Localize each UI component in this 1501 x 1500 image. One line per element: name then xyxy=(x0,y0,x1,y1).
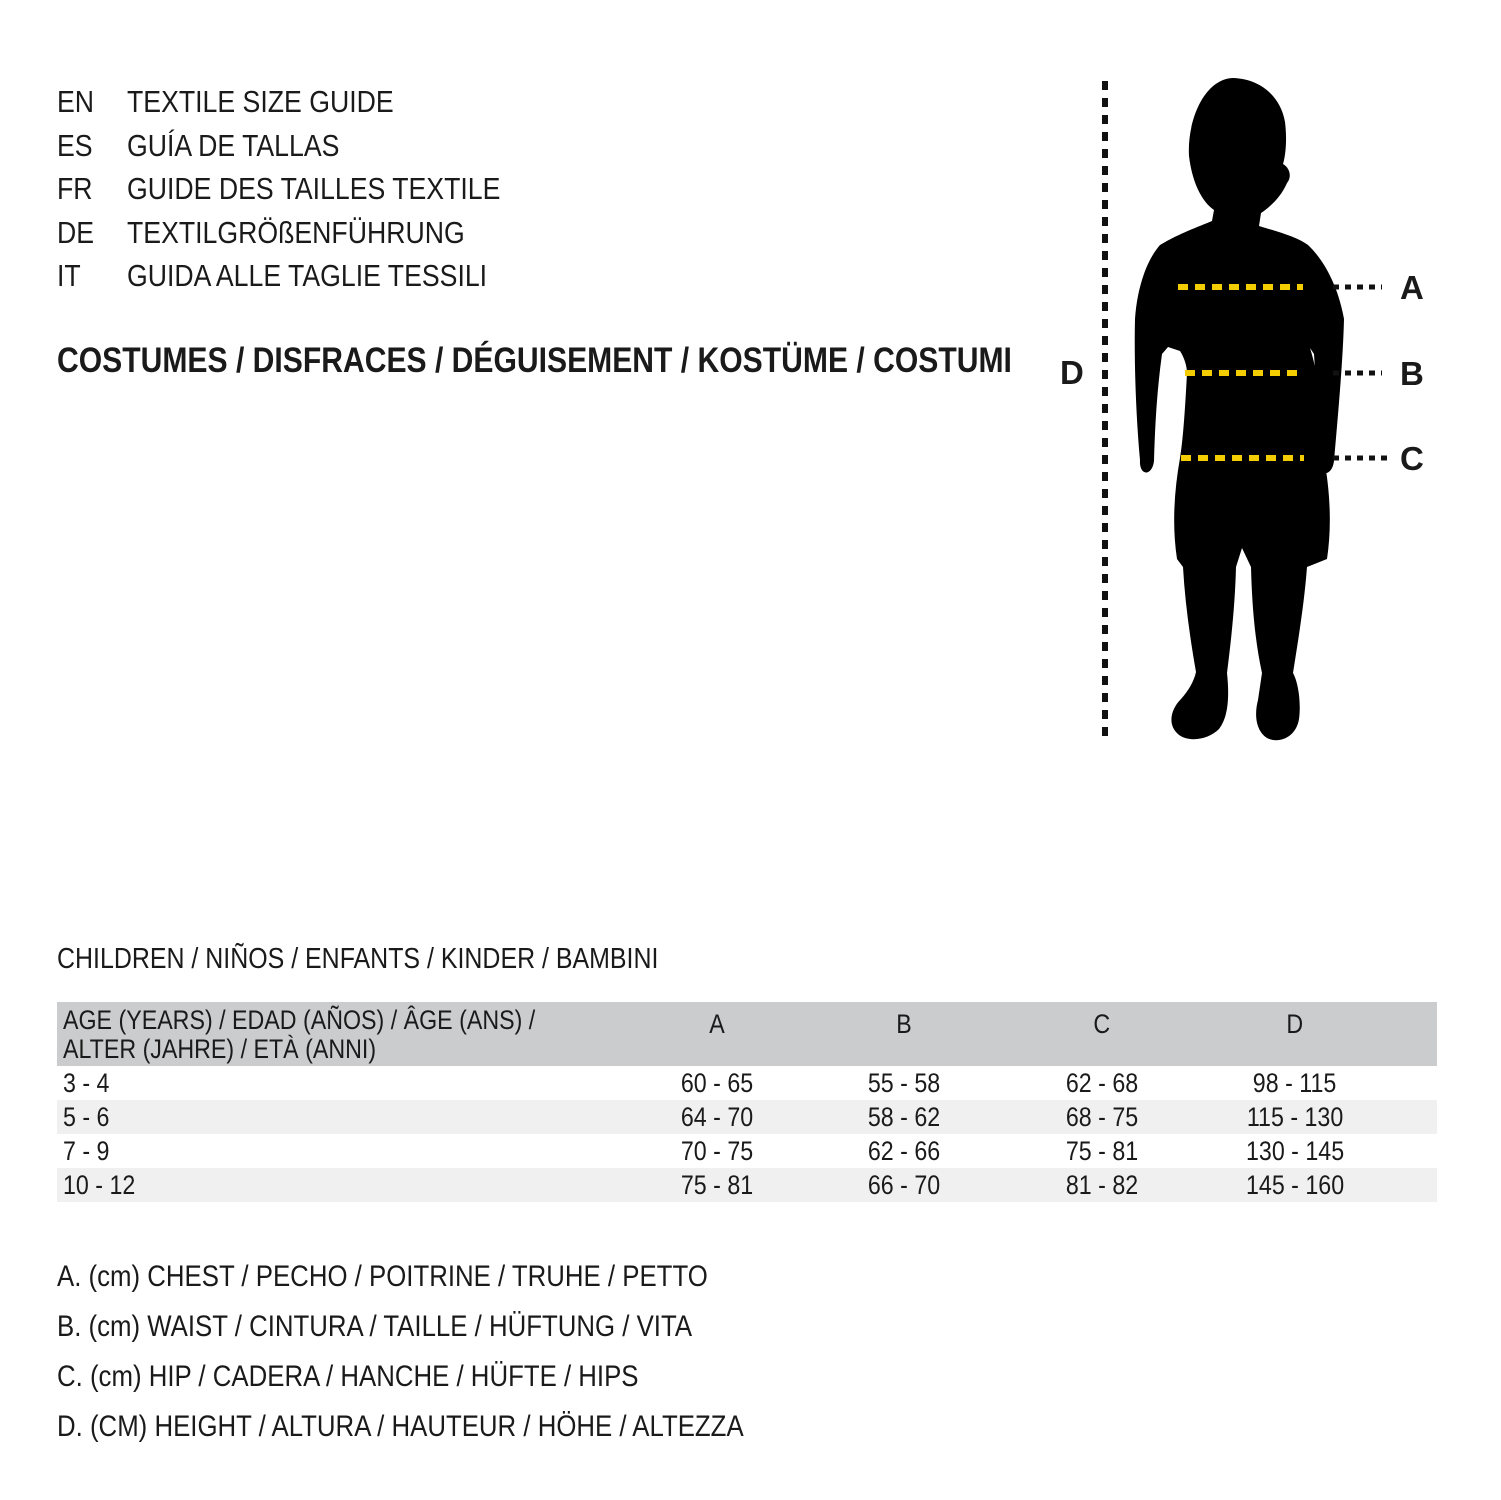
language-label-text: GUÍA DE TALLAS xyxy=(127,127,340,163)
measurement-legend xyxy=(57,1252,855,1452)
age-cell xyxy=(57,1068,630,1099)
column-header-d xyxy=(1200,1002,1390,1066)
language-label-text: GUIDA ALLE TAGLIE TESSILI xyxy=(127,258,488,293)
value-cell-c xyxy=(1004,1170,1200,1201)
value-text: 68 - 75 xyxy=(1065,1101,1139,1132)
language-code-text: IT xyxy=(57,258,81,293)
table-row xyxy=(57,1168,1437,1202)
value-cell-d xyxy=(1200,1102,1390,1133)
value-text: 60 - 65 xyxy=(680,1067,754,1098)
diagram-label-a: A xyxy=(1400,269,1424,306)
value-cell-b xyxy=(804,1068,1004,1099)
table-header-row xyxy=(57,1002,1437,1066)
value-cell-d xyxy=(1200,1136,1390,1167)
age-cell xyxy=(57,1102,630,1133)
language-code-text: ES xyxy=(57,127,93,163)
language-row xyxy=(57,167,561,211)
column-header-c xyxy=(1004,1002,1200,1066)
age-cell-text: 5 - 6 xyxy=(63,1101,110,1132)
table-row xyxy=(57,1134,1437,1168)
age-header-line2: ALTER (JAHRE) / ETÀ (ANNI) xyxy=(63,1034,377,1064)
language-code-text: FR xyxy=(57,171,93,206)
language-code-text: EN xyxy=(57,84,95,119)
diagram-label-b: B xyxy=(1400,355,1424,392)
language-label xyxy=(127,124,374,168)
value-cell-d xyxy=(1200,1170,1390,1201)
value-cell-a xyxy=(630,1102,804,1133)
column-header-c-text: C xyxy=(1093,1009,1111,1039)
legend-item-text: A. (cm) CHEST / PECHO / POITRINE / TRUHE / PETTO xyxy=(57,1260,708,1293)
language-row xyxy=(57,80,561,124)
value-cell-a xyxy=(630,1170,804,1201)
measurement-diagram xyxy=(1040,60,1460,760)
legend-item-text: B. (cm) WAIST / CINTURA / TAILLE / HÜFTUNG / VITA xyxy=(57,1310,693,1343)
language-code xyxy=(57,211,127,255)
column-header-b xyxy=(804,1002,1004,1066)
diagram-label-d: D xyxy=(1060,354,1084,391)
spacer-cell xyxy=(1390,1002,1437,1066)
value-text: 55 - 58 xyxy=(867,1067,941,1098)
table-title-text: CHILDREN / NIÑOS / ENFANTS / KINDER / BAMBINI xyxy=(57,943,659,975)
age-cell xyxy=(57,1136,630,1167)
value-cell-c xyxy=(1004,1136,1200,1167)
category-title-text: COSTUMES / DISFRACES / DÉGUISEMENT / KOSTÜME / COSTUMI xyxy=(57,341,1012,380)
category-title xyxy=(57,339,1167,383)
value-cell-c xyxy=(1004,1102,1200,1133)
value-cell-b xyxy=(804,1102,1004,1133)
legend-item-waist xyxy=(57,1302,855,1352)
value-text: 75 - 81 xyxy=(680,1169,754,1200)
value-text: 58 - 62 xyxy=(867,1101,941,1132)
legend-item-chest xyxy=(57,1252,855,1302)
language-label xyxy=(127,254,546,298)
language-title-list xyxy=(57,80,561,298)
table-row xyxy=(57,1100,1437,1134)
value-text: 70 - 75 xyxy=(680,1135,754,1166)
value-cell-a xyxy=(630,1136,804,1167)
value-cell-d xyxy=(1200,1068,1390,1099)
age-cell-text: 3 - 4 xyxy=(63,1067,110,1098)
diagram-label-c: C xyxy=(1400,440,1424,477)
value-text: 115 - 130 xyxy=(1246,1101,1344,1132)
legend-item-height xyxy=(57,1402,855,1452)
language-code xyxy=(57,80,127,124)
value-text: 62 - 68 xyxy=(1065,1067,1139,1098)
legend-item-hip xyxy=(57,1352,855,1402)
language-row xyxy=(57,254,561,298)
age-cell-text: 7 - 9 xyxy=(63,1135,110,1166)
value-text: 64 - 70 xyxy=(680,1101,754,1132)
value-cell-b xyxy=(804,1170,1004,1201)
value-cell-c xyxy=(1004,1068,1200,1099)
value-text: 98 - 115 xyxy=(1253,1067,1337,1098)
value-cell-a xyxy=(630,1068,804,1099)
language-code xyxy=(57,167,127,211)
language-code-text: DE xyxy=(57,214,95,250)
language-label-text: GUIDE DES TAILLES TEXTILE xyxy=(127,171,501,206)
language-row xyxy=(57,211,561,255)
language-code xyxy=(57,254,127,298)
column-header-b-text: B xyxy=(896,1009,912,1039)
value-text: 75 - 81 xyxy=(1065,1135,1139,1166)
value-text: 66 - 70 xyxy=(867,1169,941,1200)
language-row xyxy=(57,124,561,168)
value-cell-b xyxy=(804,1136,1004,1167)
language-label-text: TEXTILE SIZE GUIDE xyxy=(127,84,394,119)
column-header-d-text: D xyxy=(1286,1009,1304,1039)
size-table xyxy=(57,1002,1437,1202)
age-cell-text: 10 - 12 xyxy=(63,1169,136,1200)
language-label xyxy=(127,211,520,255)
age-column-header xyxy=(57,1002,630,1066)
child-silhouette xyxy=(1135,78,1344,740)
value-text: 81 - 82 xyxy=(1065,1169,1139,1200)
language-label xyxy=(127,167,561,211)
column-header-a-text: A xyxy=(709,1009,725,1039)
legend-item-text: C. (cm) HIP / CADERA / HANCHE / HÜFTE / HIPS xyxy=(57,1360,639,1393)
value-text: 62 - 66 xyxy=(867,1135,941,1166)
language-label xyxy=(127,80,437,124)
table-title xyxy=(57,941,756,977)
language-code xyxy=(57,124,127,168)
table-row xyxy=(57,1066,1437,1100)
age-cell xyxy=(57,1170,630,1201)
column-header-a xyxy=(630,1002,804,1066)
language-label-text: TEXTILGRÖßENFÜHRUNG xyxy=(127,214,465,250)
legend-item-text: D. (CM) HEIGHT / ALTURA / HAUTEUR / HÖHE / ALTEZZA xyxy=(57,1410,744,1443)
value-text: 145 - 160 xyxy=(1245,1169,1345,1200)
value-text: 130 - 145 xyxy=(1245,1135,1345,1166)
age-header-line1: AGE (YEARS) / EDAD (AÑOS) / ÂGE (ANS) / xyxy=(63,1005,536,1035)
